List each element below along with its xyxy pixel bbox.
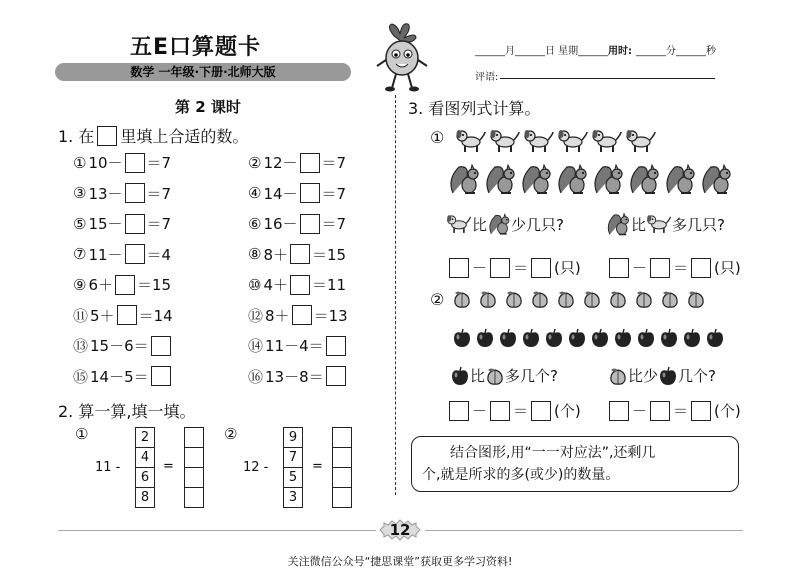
q3-part2-question-b [608,365,716,386]
subtrahend-cell: 3 [288,490,298,505]
expression-left: 10－ [88,154,123,172]
subtrahend-cell: 5 [284,468,302,488]
q2-left-equal: = [163,459,174,474]
q1-problem [248,366,348,387]
answer-box[interactable] [609,258,629,278]
expression-left: 16－ [263,215,298,233]
tip-line-1: 结合图形,用“一一对应法”,还剩几 [450,445,656,461]
unit-label: (只) [554,259,581,277]
q2-left-number: ① [75,425,89,443]
expression-left: 15－6＝ [90,337,149,355]
answer-box[interactable] [650,258,670,278]
q1-problem [73,244,171,265]
q1-problem [73,305,173,326]
apple-icon [498,328,518,348]
q1-problem [248,274,346,295]
q1-problem [248,335,348,356]
q2-left-minuend: 11 - [95,460,121,475]
problem-number: ④ [248,184,262,202]
peach-icon [530,289,550,309]
equal-sign: ＝ [513,259,529,277]
apple-icon [705,328,725,348]
squirrel-icon [519,163,553,195]
problem-number: ⑦ [73,245,87,263]
answer-box[interactable] [290,275,310,295]
expression-right: ＝7 [321,154,347,172]
dog-icon [489,128,521,154]
answer-box[interactable] [691,258,711,278]
answer-cell[interactable] [185,488,203,507]
problem-number: ② [248,153,262,172]
peach-icon [452,289,472,309]
q3-heading: 3. 看图列式计算。 [408,99,541,118]
peach-icon [582,289,602,309]
q2-right-number: ② [224,425,238,443]
peach-icon [686,289,706,309]
q1-problem [248,244,346,265]
apple-icon [658,366,678,386]
answer-box[interactable] [151,366,171,386]
expression-left: 14－ [263,184,298,203]
squirrel-icon [483,163,517,195]
problem-number: ⑪ [73,306,89,325]
unit-label: (个) [554,402,581,420]
squirrel-icon [699,163,733,195]
problem-number: ⑫ [248,306,264,325]
expression-right: ＝15 [312,245,347,264]
subtrahend-cell: 9 [284,428,302,448]
answer-cell[interactable] [185,448,203,468]
time-units: ______分______秒 [636,46,716,57]
peach-icon [608,366,628,386]
page-number [376,518,424,542]
q1-problem [73,183,171,204]
expression-left: 15－ [88,215,123,233]
apple-icon [682,328,702,348]
answer-cell[interactable] [333,468,351,488]
minus-sign: － [632,402,648,420]
question-text: 少几只? [511,215,564,234]
squirrel-icon [663,163,697,195]
answer-box[interactable] [290,244,310,264]
q2-heading: 2. 算一算,填一填。 [58,402,196,421]
answer-box[interactable] [326,366,346,386]
expression-left: 6＋ [88,276,113,294]
answer-box[interactable] [300,153,320,173]
answer-box[interactable] [292,305,312,325]
q1-problem [73,335,173,356]
answer-box[interactable] [691,401,711,421]
date-line: ______月______日 星期______ [475,46,609,57]
question-text: 几个? [678,367,716,385]
subtrahend-cell: 4 [136,448,154,468]
subtrahend-cell: 7 [284,448,302,468]
answer-box[interactable] [125,153,145,173]
tip-line-2: 个,就是所求的多(或少)的数量。 [422,467,620,483]
apple-icon [567,328,587,348]
q1-problem [248,152,346,173]
answer-box[interactable] [300,183,320,203]
footer-note: 关注微信公众号“捷思课堂”获取更多学习资料! [287,555,513,568]
apple-icon [521,328,541,348]
answer-box[interactable] [115,275,135,295]
peach-icon [485,366,505,386]
subtrahend-cell: 8 [140,490,150,505]
subtrahend-cell: 2 [136,428,154,448]
squirrel-icon [555,163,589,195]
squirrel-icon [627,163,661,195]
expression-right: ＝14 [138,306,173,325]
unit-label: (个) [714,402,741,420]
expression-right: ＝7 [146,154,172,172]
subtitle-bar: 数学 一年级·下册·北师大版 [55,63,351,81]
expression-right: ＝15 [137,276,172,294]
expression-left: 5＋ [90,306,115,325]
answer-cell[interactable] [333,488,351,507]
q2-left-answers[interactable] [184,427,204,508]
squirrel-icon [487,212,511,236]
apple-icon [659,328,679,348]
mascot-icon [372,22,432,98]
expression-right: ＝7 [321,184,347,203]
apple-icon [613,328,633,348]
apple-icon [544,328,564,348]
peach-row [452,289,706,309]
problem-number: ⑮ [73,367,89,386]
tip-box [411,436,739,492]
compare-word: 比 [472,215,488,234]
apple-icon [590,328,610,348]
expression-left: 8＋ [263,245,288,264]
problem-number: ⑩ [248,275,262,294]
apple-row [452,328,725,348]
dog-icon [646,213,672,235]
q3-part1-number: ① [430,128,445,147]
q1-problem [73,274,171,295]
dog-icon [523,128,555,154]
peach-icon [504,289,524,309]
q1-heading-suffix: 里填上合适的数。 [120,127,249,146]
problem-number: ⑤ [73,214,87,233]
comment-line [500,78,715,79]
q3-part2-number: ② [430,290,445,309]
answer-box[interactable] [151,336,171,356]
q1-problem [248,183,346,204]
answer-box[interactable] [609,401,629,421]
answer-box[interactable] [650,401,670,421]
problem-number: ⑯ [248,367,264,386]
q3-part1-question-b [605,212,725,236]
problem-number: ⑥ [248,214,262,233]
footer-rule-right [425,530,743,531]
problem-number: ⑭ [248,337,264,355]
problem-number: ③ [73,184,87,202]
expression-left: 13－ [88,184,123,203]
problem-number: ⑧ [248,245,262,263]
answer-box[interactable] [531,401,551,421]
apple-icon [636,328,656,348]
dog-icon [446,213,472,235]
q3-part1-question-a [446,212,564,236]
peach-icon [556,289,576,309]
apple-icon [475,328,495,348]
q2-left-subtrahends [135,427,155,508]
answer-cell[interactable] [185,468,203,488]
answer-box[interactable] [531,258,551,278]
question-text: 多几只? [672,215,725,234]
squirrel-icon [605,212,631,236]
expression-left: 11－ [88,245,123,264]
q3-part1-equation-b [609,257,741,278]
apple-icon [450,366,470,386]
q3-part2-equation-b [609,400,741,421]
unit-label: (只) [714,259,741,277]
q2-right-subtrahends [283,427,303,508]
subtrahend-cell: 6 [136,468,154,488]
squirrel-icon [591,163,625,195]
answer-box[interactable] [300,214,320,234]
expression-right: ＝13 [313,306,348,325]
footer-rule-left [58,530,376,531]
answer-box[interactable] [326,336,346,356]
problem-number: ⑨ [73,275,87,294]
answer-box[interactable] [125,244,145,264]
expression-right: ＝7 [321,215,347,233]
column-divider [395,95,396,495]
dog-icon [557,128,589,154]
q2-right-answers[interactable] [332,427,352,508]
expression-left: 12－ [263,154,298,172]
expression-right: ＝7 [146,184,172,203]
brand-title: 五E口算题卡 [130,35,262,60]
q1-heading-prefix: 1. 在 [58,127,95,146]
expression-right: ＝7 [146,215,172,233]
squirrel-row [447,163,733,195]
equal-sign: ＝ [673,402,689,420]
expression-left: 8＋ [265,306,290,325]
q1-problem [248,305,348,326]
answer-box-sample [97,126,117,146]
answer-box[interactable] [125,214,145,234]
answer-box[interactable] [449,401,469,421]
answer-box[interactable] [117,305,137,325]
problem-number: ⑬ [73,337,89,355]
answer-box[interactable] [490,258,510,278]
expression-left: 4＋ [263,276,288,294]
peach-icon [634,289,654,309]
q3-part2-question-a [450,365,558,386]
peach-icon [660,289,680,309]
page-number-text: 12 [389,521,411,539]
peach-icon [608,289,628,309]
compare-word: 比少 [628,367,659,385]
expression-right: ＝4 [146,245,172,264]
answer-box[interactable] [449,258,469,278]
apple-icon [452,328,472,348]
answer-cell[interactable] [333,428,351,448]
q1-problem [73,213,171,234]
expression-right: ＝11 [312,276,347,294]
q1-problem [73,366,173,387]
q2-right-minuend: 12 - [243,460,269,475]
time-label: 用时: [608,46,632,57]
equal-sign: ＝ [513,402,529,420]
q1-heading [58,124,248,147]
squirrel-icon [447,163,481,195]
lesson-title: 第 2 课时 [175,98,241,116]
q3-part2-equation-a [449,400,581,421]
equal-sign: ＝ [673,259,689,277]
minus-sign: － [632,259,648,277]
q2-right-equal: = [312,459,323,474]
dog-row [455,128,657,154]
expression-left: 11－4＝ [265,337,324,355]
problem-number: ① [73,153,87,172]
dog-icon [625,128,657,154]
answer-cell[interactable] [185,428,203,448]
expression-left: 14－5＝ [90,367,149,386]
comment-label: 评语: [475,72,499,83]
q1-problem [73,152,171,173]
expression-left: 13－8＝ [265,367,324,386]
dog-icon [591,128,623,154]
minus-sign: － [472,259,488,277]
answer-cell[interactable] [333,448,351,468]
minus-sign: － [472,402,488,420]
answer-box[interactable] [125,183,145,203]
q3-part1-equation-a [449,257,581,278]
compare-word: 比 [631,215,647,234]
compare-word: 比 [470,367,486,385]
q1-problem [248,213,346,234]
question-text: 多几个? [505,367,558,385]
dog-icon [455,128,487,154]
answer-box[interactable] [490,401,510,421]
peach-icon [478,289,498,309]
